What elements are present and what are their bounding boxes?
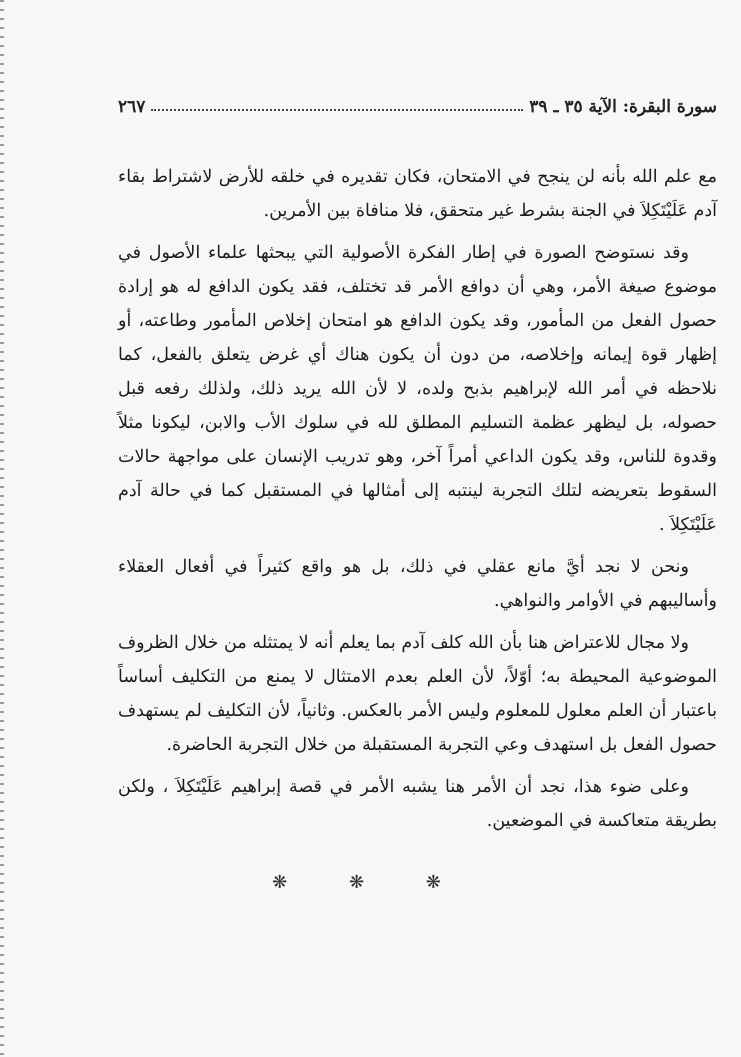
paragraph-4: ولا مجال للاعتراض هنا بأن الله كلف آدم بما يعلم أنه لا يمتثله من خلال الظروف الموضوعية المحيطة به؛ أوّلاً، لأن العلم بعدم الامتثال لا يمنع من التكليف أساساً باعتبار أن العلم معلول للمعلوم وليس الأمر بالعكس. وثانياً، لأن التكليف لم يستهدف حصول الفعل بل استهدف وعي التجربة المستقبلة من خلال التجربة الحاضرة. — [118, 633, 717, 755]
page-number: ٢٦٧ — [118, 97, 146, 117]
section-divider: ❋ ❋ ❋ — [272, 872, 469, 893]
paragraph-2: وقد نستوضح الصورة في إطار الفكرة الأصولية التي يبحثها علماء الأصول في موضوع صيغة الأمر، وهي أن دوافع الأمر قد تختلف، فقد يكون الدافع له هو إرادة حصول الفعل من المأمور، وقد يكون الدافع هو امتحان إخلاص المأمور وطاعته، أو إظهار قوة إيمانه وإخلاصه، من دون أن يكون هناك أي غرض يتعلق بالفعل، كما نلاحظه في أمر الله لإبراهيم بذبح ولده، لا لأن الله يريد ذلك، ولذلك رفعه قبل حصوله، بل ليظهر عظمة التسليم المطلق لله في سلوك الأب والابن، ليكونا مثلاً وقدوة للناس، وقد يكون الداعي أمراً آخر، وهو تدريب الإنسان على مواجهة حالات السقوط بتعريضه لتلك التجربة لينتبه إلى أمثالها في المستقبل كما في حالة آدم عَلَيْتَكِلاَ . — [118, 243, 717, 535]
paragraph-3: ونحن لا نجد أيَّ مانع عقلي في ذلك، بل هو واقع كثيراً في أفعال العقلاء وأساليبهم في الأوامر والنواهي. — [118, 557, 717, 611]
paragraph-5: وعلى ضوء هذا، نجد أن الأمر هنا يشبه الأمر في قصة إبراهيم عَلَيْتَكِلاَ ، ولكن بطريقة متعاكسة في الموضعين. — [118, 777, 717, 831]
body-text — [118, 160, 717, 846]
running-header — [118, 92, 717, 122]
paragraph-1: مع علم الله بأنه لن ينجح في الامتحان، فكان تقديره في خلقه للأرض لاشتراط بقاء آدم عَلَيْتَكِلاَ في الجنة بشرط غير متحقق، فلا منافاة بين الأمرين. — [118, 167, 717, 221]
chapter-title: سورة البقرة: الآية ٣٥ ـ ٣٩ — [529, 97, 717, 117]
header-dot-leader — [151, 99, 523, 111]
page-binding-edge — [0, 0, 4, 1057]
